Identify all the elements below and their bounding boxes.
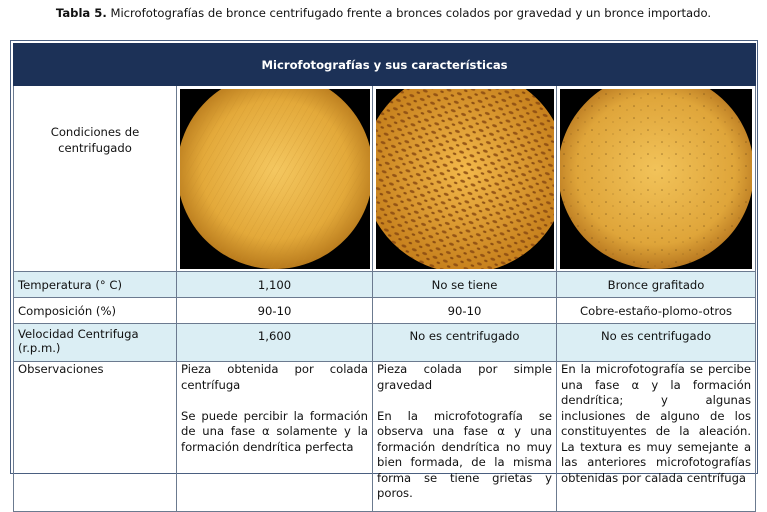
observaciones-c1-p2: Se puede percibir la formación de una fase α solamente y la formación dendrítica perfecta <box>181 408 368 454</box>
observaciones-c3 <box>557 362 756 512</box>
temperatura-label: Temperatura (° C) <box>14 272 177 298</box>
micrographs-table <box>13 43 756 512</box>
row-velocidad <box>14 324 756 362</box>
velocidad-label: Velocidad Centrifuga (r.p.m.) <box>14 324 177 362</box>
observaciones-c3-p1: En la microfotografía se percibe una fase α y la formación dendrítica; y algunas inclusiones de alguno de los constituyentes de la aleación. La textura es muy semejante a las anteriores microfotografías obtenidas por calada centrífuga <box>561 362 752 485</box>
observaciones-c1-p1: Pieza obtenida por colada centrífuga <box>181 362 368 392</box>
micrograph-imported-image <box>560 89 752 269</box>
velocidad-c3: No es centrifugado <box>557 324 756 362</box>
row-composicion <box>14 298 756 324</box>
table-header: Microfotografías y sus características <box>14 44 756 86</box>
observaciones-c2-p1: Pieza colada por simple gravedad <box>377 362 552 392</box>
row-observaciones <box>14 362 756 512</box>
caption-text: Microfotografías de bronce centrifugado frente a bronces colados por gravedad y un bronce importado. <box>106 6 712 20</box>
table-header-row <box>14 44 756 86</box>
row-temperatura <box>14 272 756 298</box>
observaciones-c1 <box>177 362 373 512</box>
temperatura-c3: Bronce grafitado <box>557 272 756 298</box>
micrograph-gravity-image <box>376 89 554 269</box>
table-caption <box>0 6 767 20</box>
micrograph-centrifuged-image <box>180 89 370 269</box>
observaciones-c2 <box>373 362 557 512</box>
composicion-label: Composición (%) <box>14 298 177 324</box>
observaciones-c2-p2: En la microfotografía se observa una fase α y una formación dendrítica no muy bien formada, de la misma forma se tiene grietas y poros. <box>377 408 552 500</box>
images-row <box>14 86 756 272</box>
velocidad-c1: 1,600 <box>177 324 373 362</box>
composicion-c1: 90-10 <box>177 298 373 324</box>
caption-label: Tabla 5. <box>55 6 107 20</box>
temperatura-c2: No se tiene <box>373 272 557 298</box>
composicion-c3: Cobre-estaño-plomo-otros <box>557 298 756 324</box>
observaciones-label: Observaciones <box>14 362 177 512</box>
micrograph-gravity <box>373 86 557 272</box>
micrograph-imported <box>557 86 756 272</box>
temperatura-c1: 1,100 <box>177 272 373 298</box>
conditions-label: Condiciones de centrifugado <box>14 86 177 272</box>
composicion-c2: 90-10 <box>373 298 557 324</box>
velocidad-c2: No es centrifugado <box>373 324 557 362</box>
micrograph-centrifuged <box>177 86 373 272</box>
